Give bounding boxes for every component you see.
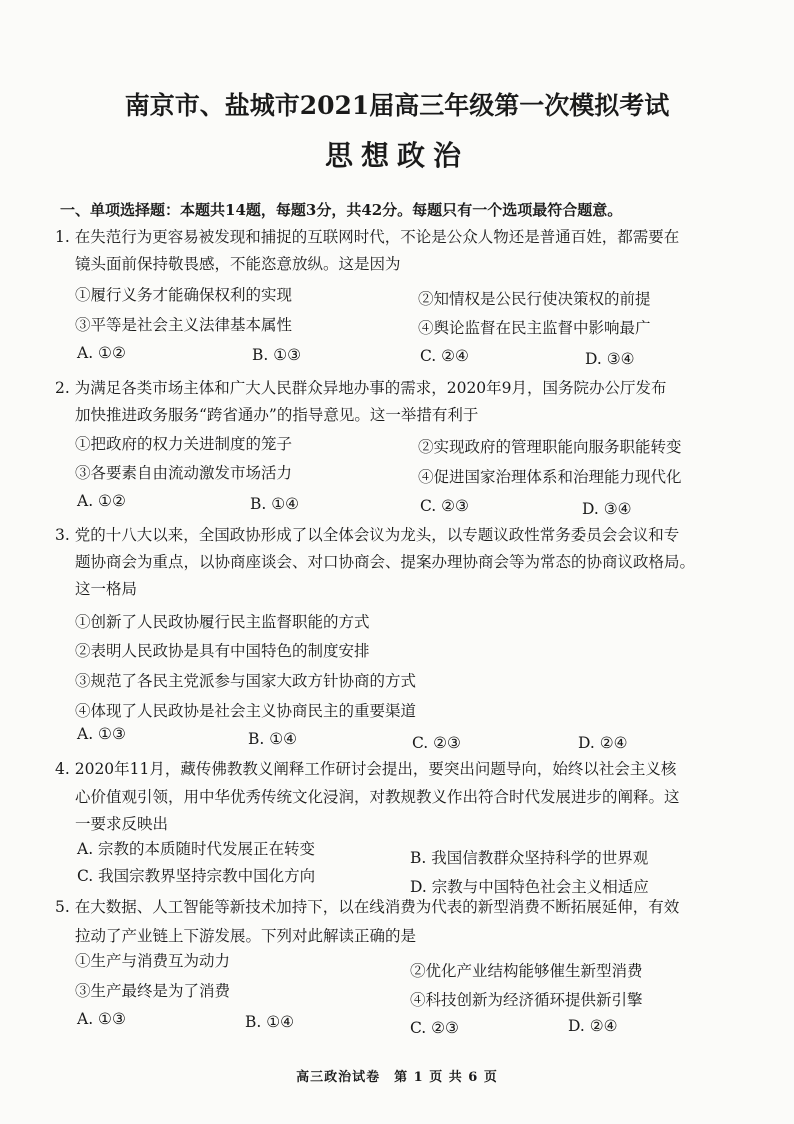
q3-statement-2: ②表明人民政协是具有中国特色的制度安排 xyxy=(75,642,370,660)
q4-stem-line1: 4. 2020年11月，藏传佛教教义阐释工作研讨会提出，要突出问题导向，始终以社会主义核 xyxy=(55,760,677,778)
q2-option-c: C. ②③ xyxy=(420,497,469,515)
q3-stem-line3: 这一格局 xyxy=(75,580,138,598)
q3-stem-line2: 题协商会为重点，以协商座谈会、对口协商会、提案办理协商会等为常态的协商议政格局。 xyxy=(75,553,696,571)
q5-statement-2: ②优化产业结构能够催生新型消费 xyxy=(410,962,643,980)
q2-statement-1: ①把政府的权力关进制度的笼子 xyxy=(75,435,293,453)
q2-option-a: A. ①② xyxy=(77,492,126,510)
q1-statement-4: ④舆论监督在民主监督中影响最广 xyxy=(418,319,651,337)
page-footer: 高三政治试卷 第 1 页 共 6 页 xyxy=(296,1070,498,1085)
q4-option-a: A. 宗教的本质随时代发展正在转变 xyxy=(77,840,316,858)
q2-statement-2: ②实现政府的管理职能向服务职能转变 xyxy=(418,438,682,456)
q3-option-d: D. ②④ xyxy=(578,734,628,752)
q2-option-b: B. ①④ xyxy=(250,495,300,513)
q5-option-c: C. ②③ xyxy=(410,1019,459,1037)
q3-option-b: B. ①④ xyxy=(248,730,298,748)
q2-option-d: D. ③④ xyxy=(582,500,632,518)
q5-stem-line1: 5. 在大数据、人工智能等新技术加持下，以在线消费为代表的新型消费不断拓展延伸，有效 xyxy=(55,898,680,916)
q3-statement-3: ③规范了各民主党派参与国家大政方针协商的方式 xyxy=(75,672,417,690)
q4-option-c: C. 我国宗教界坚持宗教中国化方向 xyxy=(77,867,316,885)
q5-option-a: A. ①③ xyxy=(77,1010,126,1028)
q1-stem-line1: 1. 在失范行为更容易被发现和捕捉的互联网时代，不论是公众人物还是普通百姓，都需要在 xyxy=(55,228,680,246)
q2-statement-3: ③各要素自由流动激发市场活力 xyxy=(75,464,293,482)
q1-option-c: C. ②④ xyxy=(420,347,469,365)
q4-option-b: B. 我国信教群众坚持科学的世界观 xyxy=(410,849,649,867)
q4-option-d: D. 宗教与中国特色社会主义相适应 xyxy=(410,878,649,896)
q4-stem-line3: 一要求反映出 xyxy=(75,815,169,833)
q3-stem-line1: 3. 党的十八大以来，全国政协形成了以全体会议为龙头，以专题议政性常务委员会会议和专 xyxy=(55,526,680,544)
q4-stem-line2: 心价值观引领，用中华优秀传统文化浸润，对教规教义作出符合时代发展进步的阐释。这 xyxy=(75,788,680,806)
q1-option-d: D. ③④ xyxy=(585,350,635,368)
q1-statement-2: ②知情权是公民行使决策权的前提 xyxy=(418,290,651,308)
q5-statement-1: ①生产与消费互为动力 xyxy=(75,952,231,970)
q1-stem-line2: 镜头面前保持敬畏感，不能恣意放纵。这是因为 xyxy=(75,255,401,273)
section-heading: 一、单项选择题：本题共14题，每题3分，共42分。每题只有一个选项最符合题意。 xyxy=(60,201,623,219)
exam-title: 南京市、盐城市2021届高三年级第一次模拟考试 xyxy=(124,91,670,120)
q3-option-a: A. ①③ xyxy=(77,725,126,743)
q1-option-b: B. ①③ xyxy=(252,346,302,364)
q3-option-c: C. ②③ xyxy=(412,734,461,752)
q5-stem-line2: 拉动了产业链上下游发展。下列对此解读正确的是 xyxy=(75,927,417,945)
q5-statement-3: ③生产最终是为了消费 xyxy=(75,982,231,1000)
q2-statement-4: ④促进国家治理体系和治理能力现代化 xyxy=(418,468,682,486)
q2-stem-line1: 2. 为满足各类市场主体和广大人民群众异地办事的需求，2020年9月，国务院办公厅发布 xyxy=(55,379,667,397)
q2-stem-line2: 加快推进政务服务“跨省通办”的指导意见。这一举措有利于 xyxy=(75,406,479,424)
q1-statement-3: ③平等是社会主义法律基本属性 xyxy=(75,316,293,334)
subject-title: 思想政治 xyxy=(324,139,469,172)
q3-statement-4: ④体现了人民政协是社会主义协商民主的重要渠道 xyxy=(75,702,417,720)
q1-option-a: A. ①② xyxy=(77,344,126,362)
q3-statement-1: ①创新了人民政协履行民主监督职能的方式 xyxy=(75,613,370,631)
q5-option-b: B. ①④ xyxy=(245,1013,295,1031)
q5-option-d: D. ②④ xyxy=(568,1017,618,1035)
q5-statement-4: ④科技创新为经济循环提供新引擎 xyxy=(410,991,643,1009)
q1-statement-1: ①履行义务才能确保权利的实现 xyxy=(75,286,293,304)
